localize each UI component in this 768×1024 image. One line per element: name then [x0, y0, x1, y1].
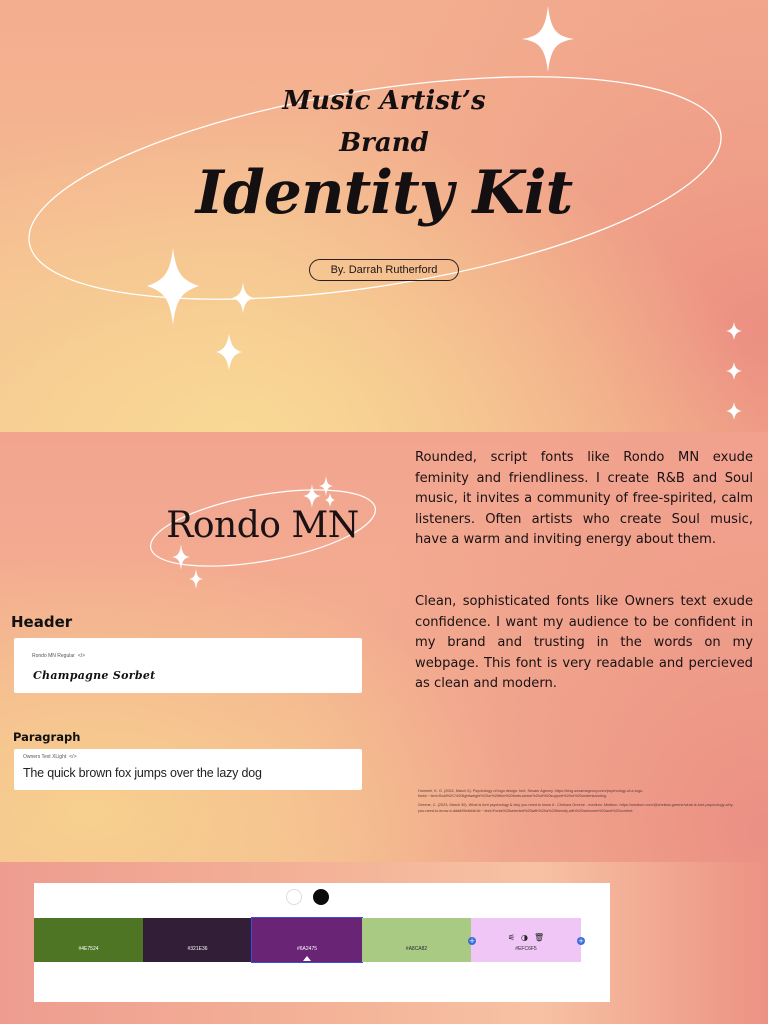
title-slide [0, 0, 768, 432]
paragraph-label: Paragraph [13, 730, 81, 744]
title-line-2: Brand [339, 128, 429, 158]
code-icon[interactable]: </> [69, 754, 77, 760]
header-font-card[interactable] [14, 638, 362, 693]
swatch-hex-label: #EFC6F5 [515, 946, 537, 952]
sparkle-icon [216, 334, 242, 370]
script-font-paragraph: Rounded, script fonts like Rondo MN exude feminity and friendliness. I create R&B and Soul music, it invites a community of free-spirited, calm listeners. Often artists who create Soul music, have a warm and inviting energy about them. [415, 450, 753, 547]
display-font-name: Rondo MN [166, 505, 359, 546]
color-swatch[interactable] [362, 918, 471, 962]
title-main: Identity Kit [195, 158, 573, 228]
typography-slide [0, 432, 768, 862]
color-swatch-selected[interactable] [252, 918, 362, 962]
sparkle-icon [232, 282, 254, 314]
header-font-sample: Champagne Sorbet [33, 669, 156, 682]
swatch-hex-label: #4E7524 [78, 946, 99, 952]
sparkle-icon [726, 402, 742, 420]
add-color-right-button[interactable]: + [578, 937, 584, 945]
paragraph-font-name-text: Owners Text XLight [23, 754, 67, 760]
swatch-hex-label: #321E36 [187, 946, 208, 952]
contrast-icon[interactable]: ◑ [521, 933, 528, 942]
trash-icon[interactable]: 🗑 [534, 933, 545, 942]
sparkle-icon [189, 569, 203, 589]
paragraph-font-sample: The quick brown fox jumps over the lazy dog [23, 766, 262, 780]
dark-mode-toggle[interactable] [313, 889, 329, 905]
swatch-tools [471, 933, 581, 942]
sliders-icon[interactable]: ⚟ [507, 933, 516, 942]
color-swatch[interactable] [143, 918, 252, 962]
color-swatch[interactable] [471, 918, 581, 962]
sparkle-icon [726, 322, 742, 340]
light-mode-toggle[interactable] [286, 889, 302, 905]
header-label: Header [11, 613, 73, 631]
reference-item: Greene, C. (2023, March 30). What is font psychology & why you need to know it - Chelsea Greene - medium. Medium. https://medium.com/@chelsea.greene/what-is-font-psychology-why-you-need-to-know-it-dddd05e8d4e1#:~:text=Fonts%20selected%20with%20a%20friendly,with%20welcome%20and%20comfort. [418, 803, 734, 813]
palette-slide [0, 862, 768, 1024]
color-palette-panel [34, 883, 610, 1002]
sparkle-icon [522, 6, 574, 72]
reference-item: Hummel, K. G. (2024, March 5). Psychology of logo design: font. Sesam Agency. https://blog.sesamagency.com/psychology-of-a-logo-font#:~:text=Bold%2C%20lightweight%20or%20thin%20fonts,sense%20of%20support%20or%20understanding. [418, 789, 644, 799]
sparkle-icon [172, 544, 190, 570]
sparkle-icon [147, 248, 199, 325]
paragraph-font-name [23, 754, 77, 760]
author-byline: By. Darrah Rutherford [309, 259, 459, 281]
header-font-name-text: Rondo MN Regular [32, 653, 75, 659]
sparkle-icon [726, 362, 742, 380]
add-color-left-button[interactable]: + [469, 937, 475, 945]
swatch-hex-label: #A8CA82 [405, 946, 428, 952]
references [418, 789, 738, 818]
header-font-name [32, 653, 85, 659]
sparkle-icon [319, 476, 333, 496]
color-swatch[interactable] [34, 918, 143, 962]
code-icon[interactable]: </> [77, 653, 86, 659]
swatch-hex-label: #6A2475 [296, 946, 318, 952]
paragraph-font-card[interactable] [14, 749, 362, 790]
selection-caret-icon [303, 956, 311, 961]
sans-font-paragraph: Clean, sophisticated fonts like Owners text exude confidence. I want my audience to be confident in my brand and trusting in the words on my webpage. This font is very readable and percieved as clean and modern. [415, 594, 753, 691]
title-line-1: Music Artist’s [282, 86, 486, 116]
